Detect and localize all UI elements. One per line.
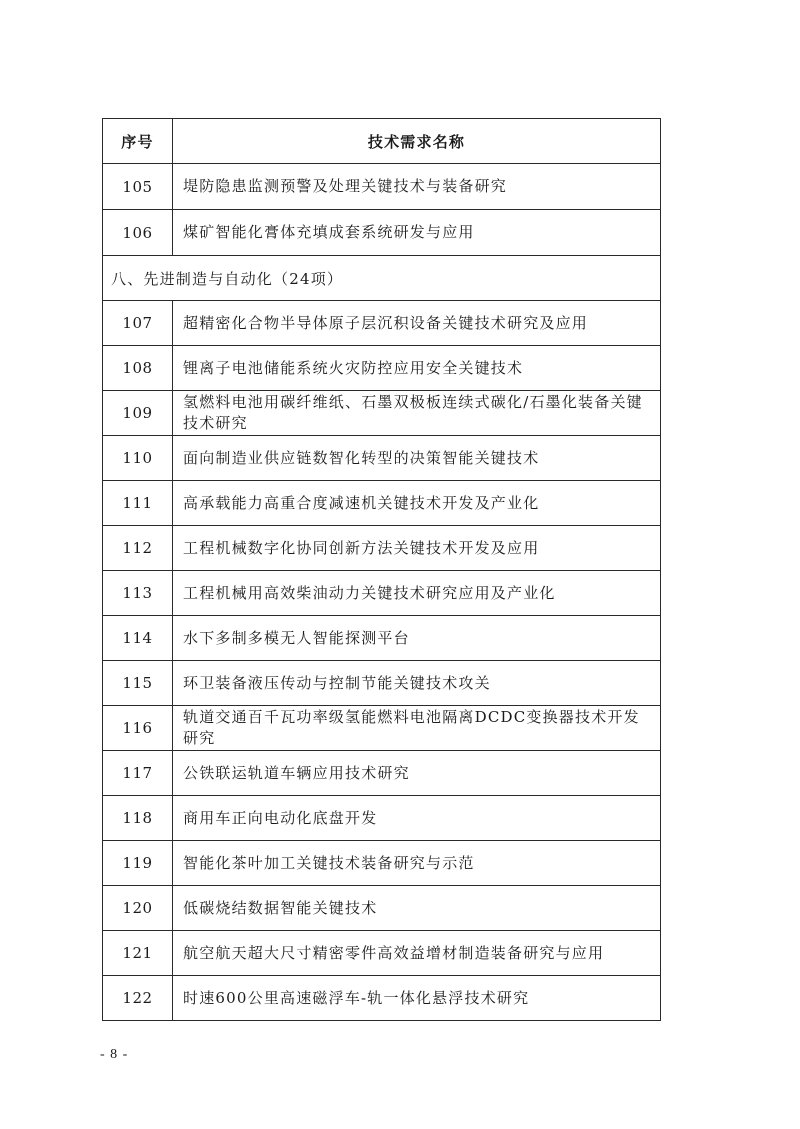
table-row xyxy=(103,796,661,841)
table-row xyxy=(103,210,661,256)
page-number: - 8 - xyxy=(100,1047,129,1062)
table-row xyxy=(103,526,661,571)
row-demand-name: 高承载能力高重合度减速机关键技术开发及产业化 xyxy=(173,481,661,526)
table-row xyxy=(103,751,661,796)
table-row xyxy=(103,391,661,436)
table-row xyxy=(103,164,661,210)
row-serial-number: 121 xyxy=(103,931,173,976)
row-serial-number: 112 xyxy=(103,526,173,571)
row-demand-name: 智能化茶叶加工关键技术装备研究与示范 xyxy=(173,841,661,886)
table-row xyxy=(103,706,661,751)
row-demand-name: 锂离子电池储能系统火灾防控应用安全关键技术 xyxy=(173,346,661,391)
table-row xyxy=(103,571,661,616)
row-demand-name: 工程机械数字化协同创新方法关键技术开发及应用 xyxy=(173,526,661,571)
row-serial-number: 106 xyxy=(103,210,173,256)
table-row xyxy=(103,481,661,526)
row-serial-number: 107 xyxy=(103,301,173,346)
row-serial-number: 119 xyxy=(103,841,173,886)
row-demand-name: 环卫装备液压传动与控制节能关键技术攻关 xyxy=(173,661,661,706)
row-serial-number: 120 xyxy=(103,886,173,931)
row-serial-number: 109 xyxy=(103,391,173,436)
row-serial-number: 117 xyxy=(103,751,173,796)
table-row xyxy=(103,931,661,976)
row-demand-name: 氢燃料电池用碳纤维纸、石墨双极板连续式碳化/石墨化装备关键技术研究 xyxy=(173,391,661,436)
row-serial-number: 122 xyxy=(103,976,173,1021)
header-serial-number: 序号 xyxy=(103,119,173,164)
section-header-row xyxy=(103,256,661,301)
row-demand-name: 水下多制多模无人智能探测平台 xyxy=(173,616,661,661)
row-serial-number: 113 xyxy=(103,571,173,616)
table-row xyxy=(103,886,661,931)
row-demand-name: 工程机械用高效柴油动力关键技术研究应用及产业化 xyxy=(173,571,661,616)
table-row xyxy=(103,436,661,481)
table-row xyxy=(103,346,661,391)
row-demand-name: 航空航天超大尺寸精密零件高效益增材制造装备研究与应用 xyxy=(173,931,661,976)
table-row xyxy=(103,976,661,1021)
row-serial-number: 111 xyxy=(103,481,173,526)
row-serial-number: 115 xyxy=(103,661,173,706)
table-row xyxy=(103,841,661,886)
row-demand-name: 煤矿智能化膏体充填成套系统研发与应用 xyxy=(173,210,661,256)
header-demand-name: 技术需求名称 xyxy=(173,119,661,164)
row-demand-name: 面向制造业供应链数智化转型的决策智能关键技术 xyxy=(173,436,661,481)
table-row xyxy=(103,301,661,346)
row-serial-number: 118 xyxy=(103,796,173,841)
table-row xyxy=(103,661,661,706)
row-serial-number: 110 xyxy=(103,436,173,481)
row-demand-name: 堤防隐患监测预警及处理关键技术与装备研究 xyxy=(173,164,661,210)
row-demand-name: 时速600公里高速磁浮车-轨一体化悬浮技术研究 xyxy=(173,976,661,1021)
row-demand-name: 轨道交通百千瓦功率级氢能燃料电池隔离DCDC变换器技术开发研究 xyxy=(173,706,661,751)
row-demand-name: 超精密化合物半导体原子层沉积设备关键技术研究及应用 xyxy=(173,301,661,346)
row-serial-number: 108 xyxy=(103,346,173,391)
tech-demand-table xyxy=(102,118,661,1021)
row-serial-number: 114 xyxy=(103,616,173,661)
row-serial-number: 116 xyxy=(103,706,173,751)
table-header-row xyxy=(103,119,661,164)
row-serial-number: 105 xyxy=(103,164,173,210)
row-demand-name: 商用车正向电动化底盘开发 xyxy=(173,796,661,841)
table-row xyxy=(103,616,661,661)
row-demand-name: 公铁联运轨道车辆应用技术研究 xyxy=(173,751,661,796)
section-title: 八、先进制造与自动化（24项） xyxy=(103,256,661,301)
row-demand-name: 低碳烧结数据智能关键技术 xyxy=(173,886,661,931)
